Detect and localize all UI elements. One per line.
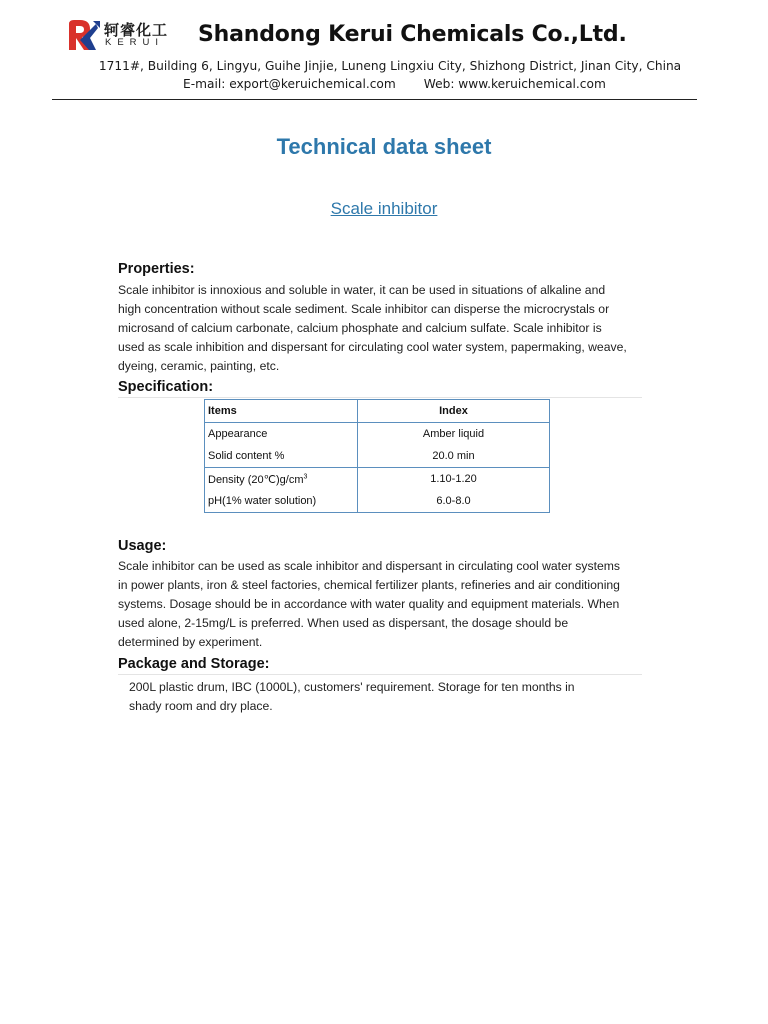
properties-line: used as scale inhibition and dispersant for circulating cool water system, papermaking, weave, <box>118 340 627 354</box>
usage-line: determined by experiment. <box>118 635 263 649</box>
properties-heading: Properties: <box>118 261 195 277</box>
spec-index: 1.10-1.20 <box>430 473 477 485</box>
company-name: Shandong Kerui Chemicals Co.,Ltd. <box>198 22 627 47</box>
logo-chinese-text: 轲睿化工 <box>104 21 169 39</box>
usage-heading: Usage: <box>118 538 167 554</box>
column-header-items: Items <box>205 400 358 423</box>
specification-heading: Specification: <box>118 379 214 395</box>
usage-line: systems. Dosage should be in accordance with water quality and equipment materials. When <box>118 597 620 611</box>
product-name: Scale inhibitor <box>330 199 438 218</box>
usage-line: used alone, 2-15mg/L is preferred. When used as dispersant, the dosage should be <box>118 616 569 630</box>
spec-item-text: Density (20℃)g/cm <box>208 473 304 486</box>
spec-index: 6.0-8.0 <box>436 495 471 507</box>
specification-table <box>204 399 550 513</box>
usage-line: Scale inhibitor can be used as scale inhibitor and dispersant in circulating cool water systems <box>118 559 620 573</box>
contact-line <box>183 77 606 91</box>
logo-english-text: KERUI <box>105 37 165 48</box>
package-line: shady room and dry place. <box>129 699 273 713</box>
properties-line: high concentration without scale sediment. Scale inhibitor can disperse the microcrystals or <box>118 302 610 316</box>
web-text: Web: www.keruichemical.com <box>423 77 606 91</box>
kerui-logo-icon <box>66 18 102 52</box>
email-text: E-mail: export@keruichemical.com <box>183 77 396 91</box>
package-rule <box>118 674 642 675</box>
document-title: Technical data sheet <box>276 134 492 159</box>
properties-line: Scale inhibitor is innoxious and soluble in water, it can be used in situations of alkaline and <box>118 283 606 297</box>
properties-line: dyeing, ceramic, painting, etc. <box>118 359 280 373</box>
table-row <box>205 468 550 491</box>
table-row <box>205 423 550 446</box>
company-address: 1711#, Building 6, Lingyu, Guihe Jinjie, Luneng Lingxiu City, Shizhong District, Jinan City, China <box>98 59 682 73</box>
table-row <box>205 445 550 468</box>
properties-line: microsand of calcium carbonate, calcium phosphate and calcium sulfate. Scale inhibitor is <box>118 321 602 335</box>
column-header-index: Index <box>358 400 550 423</box>
spec-index: Amber liquid <box>422 428 485 440</box>
table-header-row <box>205 400 550 423</box>
spec-item: Solid content % <box>205 445 358 468</box>
spec-item: Appearance <box>205 423 358 446</box>
header-divider <box>52 99 697 100</box>
spec-item: pH(1% water solution) <box>205 490 358 513</box>
spec-item <box>205 468 358 491</box>
properties-body <box>118 281 648 376</box>
package-heading: Package and Storage: <box>118 656 270 672</box>
usage-body <box>118 557 648 652</box>
spec-index: 20.0 min <box>358 445 550 468</box>
company-logo <box>66 18 170 52</box>
package-body <box>129 678 659 716</box>
superscript: 3 <box>303 472 308 480</box>
package-line: 200L plastic drum, IBC (1000L), customers' requirement. Storage for ten months in <box>129 680 575 694</box>
specification-rule <box>118 397 642 398</box>
usage-line: in power plants, iron & steel factories, chemical fertilizer plants, refineries and air conditioning <box>118 578 620 592</box>
table-row <box>205 490 550 513</box>
document-subtitle <box>0 199 768 219</box>
letterhead <box>0 0 768 102</box>
